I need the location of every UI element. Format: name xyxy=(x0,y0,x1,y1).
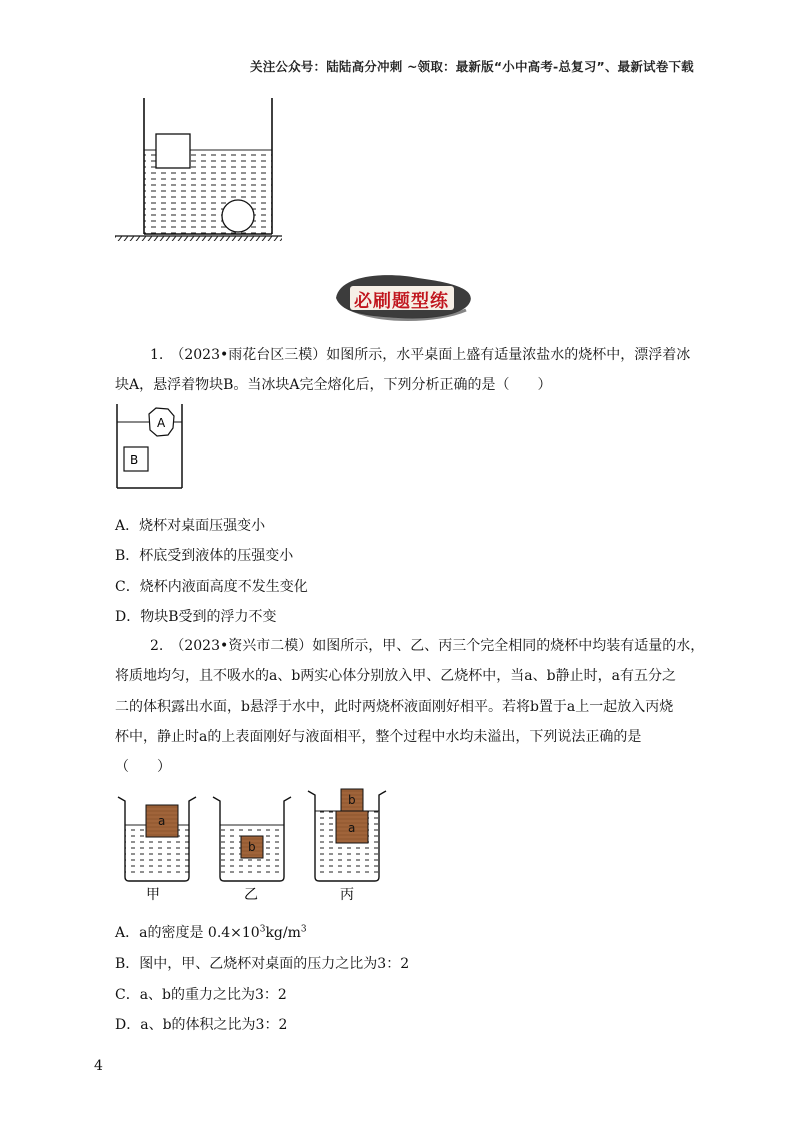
block-b-label-yi: b xyxy=(248,840,256,854)
figure-top-beaker xyxy=(110,92,285,242)
q1-option-d[interactable]: D．物块B受到的浮力不变 xyxy=(115,609,277,625)
q2-stem-line-4: 杯中，静止时a的上表面刚好与液面相平，整个过程中水均未溢出，下列说法正确的是 xyxy=(115,729,642,745)
q1-option-b[interactable]: B．杯底受到液体的压强变小 xyxy=(115,548,294,564)
beaker-label-jia: 甲 xyxy=(146,887,160,903)
figure-q1-beaker xyxy=(112,400,192,492)
q2-option-a-unit: kg/m xyxy=(265,925,301,941)
q2-stem-line-5: （ ） xyxy=(115,759,171,775)
q2-option-d[interactable]: D．a、b的体积之比为3：2 xyxy=(115,1017,288,1033)
q1-stem-line-1: 1. （2023•雨花台区三模）如图所示，水平桌面上盛有适量浓盐水的烧杯中，漂浮着冰 xyxy=(150,347,691,363)
q2-stem-line-1: 2. （2023•资兴市二模）如图所示，甲、乙、丙三个完全相同的烧杯中均装有适量的水， xyxy=(150,638,705,654)
block-b-label: B xyxy=(130,453,139,467)
ice-block-a-label: A xyxy=(157,416,166,430)
page-number: 4 xyxy=(94,1058,103,1074)
figure-q2-beakers xyxy=(112,785,402,905)
q1-option-c[interactable]: C．烧杯内液面高度不发生变化 xyxy=(115,579,308,595)
block-b-label-bing: b xyxy=(348,793,356,807)
q2-option-a-exponent: 3 xyxy=(259,924,266,935)
beaker-yi xyxy=(213,797,291,881)
beaker-label-bing: 丙 xyxy=(340,887,354,903)
block-a-label-jia: a xyxy=(158,814,166,828)
q1-stem-line-2: 块A，悬浮着物块B。当冰块A完全熔化后，下列分析正确的是（ ） xyxy=(115,377,552,393)
section-logo xyxy=(328,268,478,324)
beaker-bing xyxy=(308,789,386,881)
q2-option-a-unit-exponent: 3 xyxy=(300,924,307,935)
floating-block xyxy=(156,134,190,168)
block-a-label-bing: a xyxy=(348,821,356,835)
beaker-jia xyxy=(118,797,196,881)
sunk-ball xyxy=(222,200,254,232)
q2-option-c[interactable]: C．a、b的重力之比为3：2 xyxy=(115,987,287,1003)
page-header: 关注公众号：陆陆高分冲刺 ~领取：最新版“小中高考-总复习”、最新试卷下载 xyxy=(250,59,694,74)
q2-option-b[interactable]: B．图中，甲、乙烧杯对桌面的压力之比为3：2 xyxy=(115,956,410,972)
ground-hatch xyxy=(115,236,282,241)
q2-option-a-prefix: A．a的密度是 0.4×10 xyxy=(115,925,260,941)
q2-stem-line-3: 二的体积露出水面，b悬浮于水中，此时两烧杯液面刚好相平。若将b置于a上一起放入丙烧 xyxy=(115,699,674,715)
q1-option-a[interactable]: A．烧杯对桌面压强变小 xyxy=(115,518,266,534)
beaker-label-yi: 乙 xyxy=(244,887,258,903)
logo-text: 必刷题型练 xyxy=(354,291,449,312)
q2-option-a[interactable] xyxy=(115,922,307,942)
q2-stem-line-2: 将质地均匀，且不吸水的a、b两实心体分别放入甲、乙烧杯中，当a、b静止时，a有五分之 xyxy=(115,668,676,684)
